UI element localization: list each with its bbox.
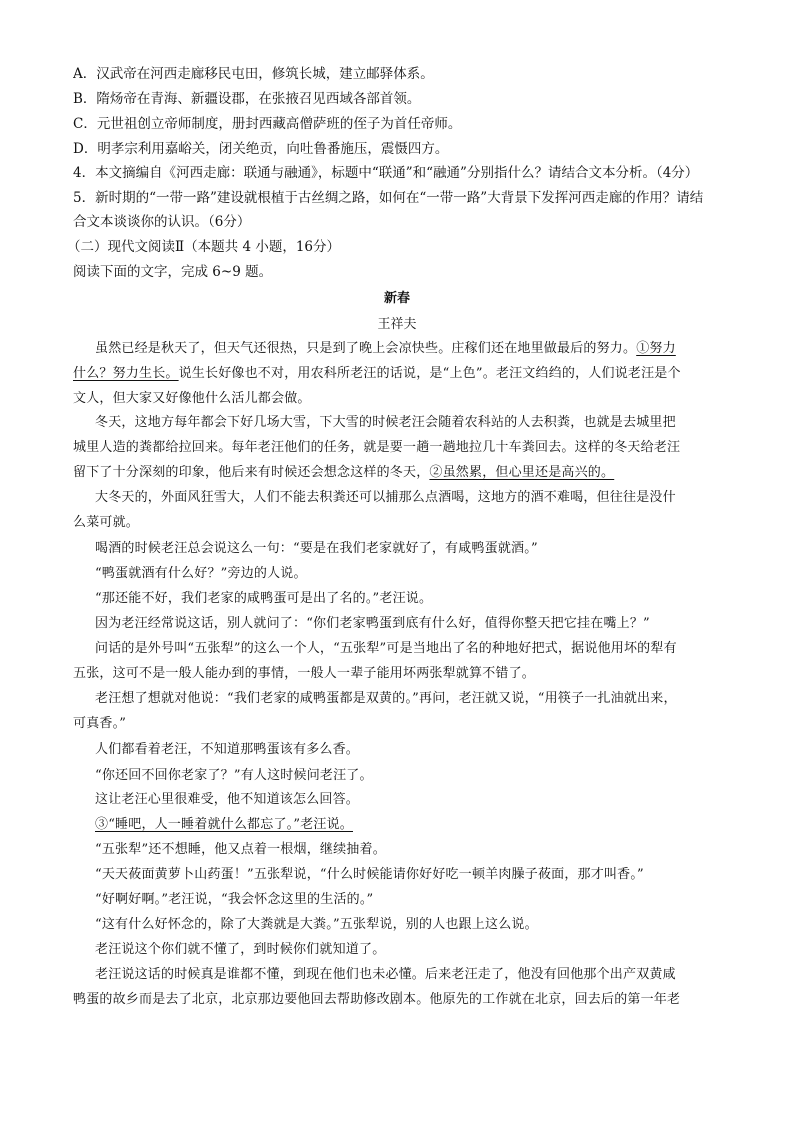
question-5-line-1: 5．新时期的“一带一路”建设就根植于古丝绸之路，如何在“一带一路”大背景下发挥河西走廊的作用？请结: [73, 190, 704, 206]
paragraph-5: “鸭蛋就酒有什么好？”旁边的人说。: [95, 566, 307, 581]
paragraph-1-line-3: 文人，但大家又好像他什么活儿都会做。: [73, 391, 311, 406]
paragraph-19-line-1: 老汪说这话的时候真是谁都不懂，到现在他们也未必懂。后来老汪走了，他没有回他那个出产双黄咸: [95, 967, 676, 982]
paragraph-18: 老汪说这个你们就不懂了，到时候你们就知道了。: [95, 942, 386, 957]
paragraph-11: “你还回不回你老家了？”有人这时候问老汪了。: [95, 768, 373, 783]
paragraph-19-line-2: 鸭蛋的故乡而是去了北京，北京那边要他回去帮助修改剧本。他原先的工作就在北京，回去后的第一年老: [73, 992, 681, 1007]
story-author: 王祥夫: [377, 317, 417, 332]
paragraph-9-line-2: 可真香。”: [73, 716, 127, 731]
paragraph-12: 这让老汪心里很难受，他不知道该怎么回答。: [95, 792, 360, 807]
paragraph-16: “好啊好啊。”老汪说，“我会怀念这里的生活的。”: [95, 892, 374, 907]
paragraph-6: “那还能不好，我们老家的咸鸭蛋可是出了名的。”老汪说。: [95, 591, 433, 606]
paragraph-7: 因为老汪经常说这话，别人就问了：“你们老家鸭蛋到底有什么好，值得你整天把它挂在嘴上？”: [95, 616, 650, 631]
paragraph-3-line-2: 么菜可就。: [73, 515, 140, 530]
paragraph-10: 人们都看着老汪，不知道那鸭蛋该有多么香。: [95, 742, 360, 757]
paragraph-2-line-3: [73, 463, 723, 483]
section-heading: （二）现代文阅读Ⅱ（本题共 4 小题，16分）: [67, 239, 341, 255]
paragraph-1-text: 虽然已经是秋天了，但天气还很热，只是到了晚上会凉快些。庄稼们还在地里做最后的努力。: [95, 341, 637, 356]
question-5-line-2: 合文本谈谈你的认识。（6分）: [73, 214, 251, 230]
option-c: C．元世祖创立帝师制度，册封西藏高僧萨班的侄子为首任帝师。: [73, 116, 462, 132]
option-b: B．隋炀帝在青海、新疆设郡，在张掖召见西域各部首领。: [73, 91, 421, 107]
story-title: 新春: [383, 291, 410, 306]
underlined-sentence-2: ②虽然累，但心里还是高兴的。: [429, 465, 615, 480]
option-d: D．明孝宗利用嘉峪关，闭关绝贡，向吐鲁番施压，震慑四方。: [73, 141, 449, 157]
paragraph-4: 喝酒的时候老汪总会说这么一句：“要是在我们老家就好了，有咸鸭蛋就酒。”: [95, 541, 538, 556]
paragraph-3-line-1: 大冬天的，外面风狂雪大，人们不能去积粪还可以捕那么点酒喝，这地方的酒不难喝，但往往是没什: [95, 490, 676, 505]
paragraph-8-line-1: 问话的是外号叫“五张犁”的这么一个人，“五张犁”可是当地出了名的种地好把式，据说他用坏的犁有: [95, 641, 677, 656]
underlined-sentence-3: ③“睡吧，人一睡着就什么都忘了。”老汪说。: [95, 817, 353, 832]
paragraph-1-line-1: [95, 339, 723, 359]
reading-instruction: 阅读下面的文字，完成 6~9 题。: [73, 264, 273, 280]
paragraph-14: “五张犁”还不想睡，他又点着一根烟，继续抽着。: [95, 842, 386, 857]
paragraph-2-text: 留下了十分深刻的印象，他后来有时候还会想念这样的冬天，: [73, 465, 430, 480]
paragraph-1-line-2: [73, 364, 723, 384]
paragraph-1-text: 说生长好像也不对，用农科所老汪的话说，是“上色”。老汪文绉绉的，人们说老汪是个: [178, 366, 681, 381]
paragraph-9-line-1: 老汪想了想就对他说：“我们老家的咸鸭蛋都是双黄的。”再问，老汪就又说，“用筷子一扎油就出来，: [95, 691, 677, 706]
paragraph-15: “天天莜面黄萝卜山药蛋！”五张犁说，“什么时候能请你好好吃一顿羊肉臊子莜面，那才叫香。”: [95, 867, 644, 882]
underlined-sentence-1-end: 什么？努力生长。: [73, 366, 179, 381]
question-4: 4．本文摘编自《河西走廊：联通与融通》，标题中“联通”和“融通”分别指什么？请结合文本分析。（4分）: [73, 165, 699, 181]
paragraph-8-line-2: 五张，这可不是一般人能办到的事情，一般人一辈子能用坏两张犁就算不错了。: [73, 666, 536, 681]
option-a: A．汉武帝在河西走廊移民屯田，修筑长城，建立邮驿体系。: [73, 66, 434, 82]
paragraph-2-line-1: 冬天，这地方每年都会下好几场大雪，下大雪的时候老汪会随着农科站的人去积粪，也就是去城里把: [95, 415, 676, 430]
underlined-sentence-1-start: ①努力: [636, 341, 676, 356]
paragraph-2-line-2: 城里人造的粪都给拉回来。每年老汪他们的任务，就是要一趟一趟地拉几十车粪回去。这样的冬天给老汪: [73, 440, 681, 455]
paragraph-17: “这有什么好怀念的，除了大粪就是大粪。”五张犁说，别的人也跟上这么说。: [95, 917, 538, 932]
paragraph-13: [95, 815, 723, 835]
